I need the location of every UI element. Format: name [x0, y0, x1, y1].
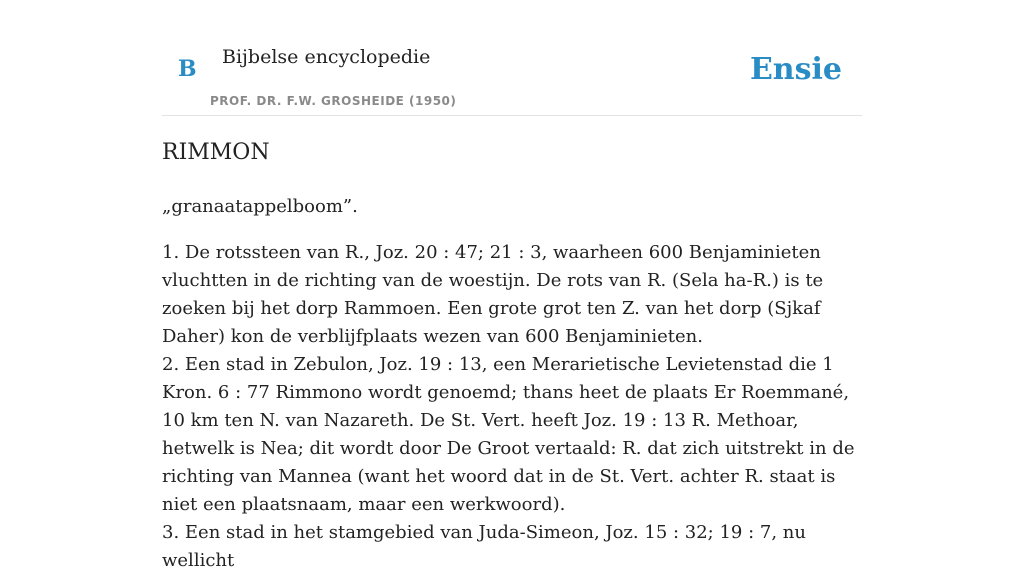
entry-paragraph: 1. De rotssteen van R., Joz. 20 : 47; 21 : 3, waarheen 600 Benjaminieten vluchtten in de richting van de woestijn. De rots van R. (Sela ha-R.) is te zoeken bij het dorp Rammoen. Een grote grot ten Z. van het dorp (Sjkaf Daher) kon de verblijfplaats wezen van 600 Benjaminieten.: [162, 242, 824, 347]
entry-paragraph: 3. Een stad in het stamgebied van Juda-Simeon, Joz. 15 : 32; 19 : 7, nu wellicht: [162, 522, 806, 571]
book-author: PROF. DR. F.W. GROSHEIDE (1950): [210, 94, 457, 108]
book-title[interactable]: Bijbelse encyclopedie: [222, 46, 431, 68]
entry-body: [162, 239, 862, 575]
entry-meaning: „granaatappelboom”.: [162, 196, 358, 217]
site-header: [162, 0, 862, 116]
book-logo[interactable]: B: [178, 56, 197, 82]
brand-logo[interactable]: Ensie: [749, 52, 842, 87]
entry-title: RIMMON: [162, 140, 270, 165]
entry-paragraph: 2. Een stad in Zebulon, Joz. 19 : 13, een Merarietische Levietenstad die 1 Kron. 6 : 77 Rimmono wordt genoemd; thans heet de plaats Er Roemmané, 10 km ten N. van Nazareth. De St. Vert. heeft Joz. 19 : 13 R. Methoar, hetwelk is Nea; dit wordt door De Groot vertaald: R. dat zich uitstrekt in de richting van Mannea (want het woord dat in de St. Vert. achter R. staat is niet een plaatsnaam, maar een werkwoord).: [162, 354, 855, 515]
entry-content: [162, 140, 862, 575]
